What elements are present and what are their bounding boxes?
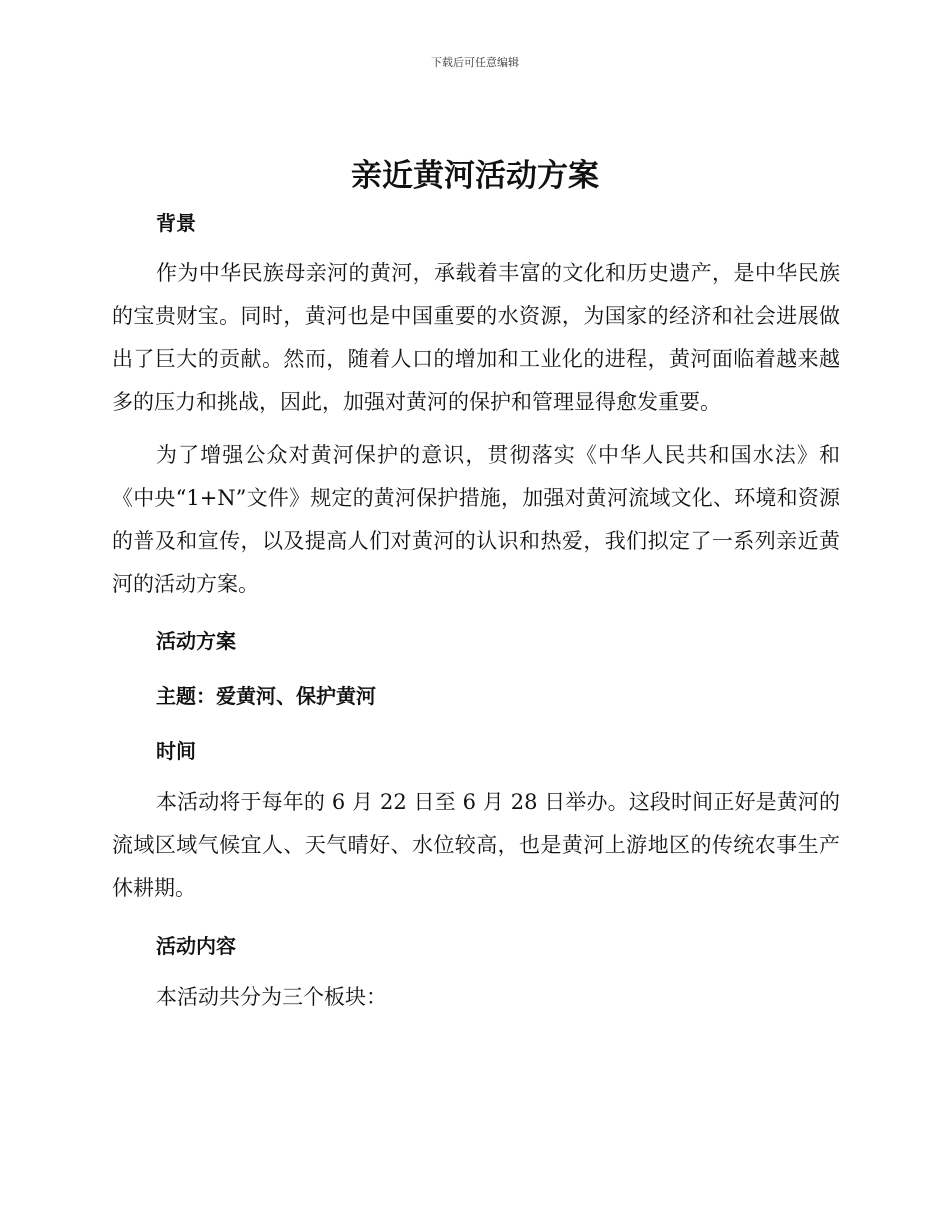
header-note: 下载后可任意编辑 bbox=[431, 56, 519, 69]
section-heading-time: 时间 bbox=[156, 739, 196, 763]
paragraph-time: 本活动将于每年的 6 月 22 日至 6 月 28 日举办。这段时间正好是黄河的流域区域气候宜人、天气晴好、水位较高，也是黄河上游地区的传统农事生产休耕期。 bbox=[112, 790, 840, 900]
section-heading-plan: 活动方案 bbox=[156, 629, 236, 653]
page-title: 亲近黄河活动方案 bbox=[351, 158, 599, 194]
paragraph-background-1: 作为中华民族母亲河的黄河，承载着丰富的文化和历史遗产，是中华民族的宝贵财宝。同时，黄河也是中国重要的水资源，为国家的经济和社会进展做出了巨大的贡献。然而，随着人口的增加和工业化的进程，黄河面临着越来越多的压力和挑战，因此，加强对黄河的保护和管理显得愈发重要。 bbox=[112, 261, 840, 414]
section-heading-theme: 主题：爱黄河、保护黄河 bbox=[156, 684, 376, 708]
paragraph-content: 本活动共分为三个板块： bbox=[156, 985, 387, 1009]
section-heading-background: 背景 bbox=[156, 211, 196, 235]
paragraph-background-2: 为了增强公众对黄河保护的意识，贯彻落实《中华人民共和国水法》和《中央“1+N”文件》规定的黄河保护措施，加强对黄河流域文化、环境和资源的普及和宣传，以及提高人们对黄河的认识和热爱，我们拟定了一系列亲近黄河的活动方案。 bbox=[112, 443, 840, 596]
section-heading-content: 活动内容 bbox=[156, 934, 236, 958]
